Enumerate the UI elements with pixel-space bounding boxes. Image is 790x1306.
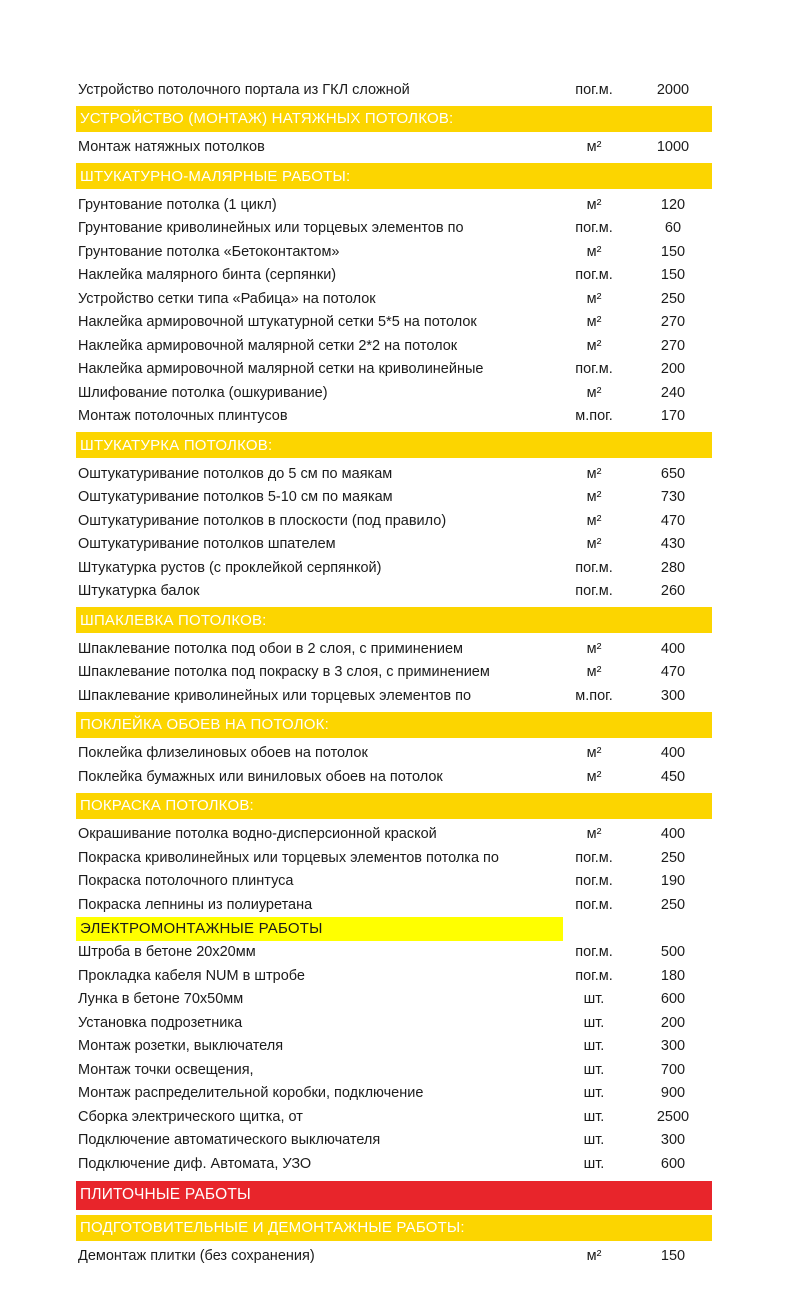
price-cell: 2500 [656, 1108, 690, 1125]
price-cell: 150 [660, 1248, 686, 1265]
price-cell: 470 [660, 512, 686, 529]
price-cell: 260 [660, 583, 686, 600]
service-name-cell: Шпаклевание потолка под обои в 2 слоя, с приминением [78, 640, 463, 657]
price-cell: 400 [660, 826, 686, 843]
service-name-cell: Оштукатуривание потолков 5-10 см по маякам [78, 489, 393, 506]
table-row [76, 136, 712, 160]
service-name-cell: Шпаклевание криволинейных или торцевых элементов по [78, 687, 472, 704]
section-header [76, 917, 563, 941]
price-cell: 250 [660, 896, 686, 913]
unit-cell: м² [586, 384, 602, 401]
section-header [76, 1181, 712, 1210]
section-header [76, 163, 712, 189]
table-row [76, 311, 712, 335]
section-header [76, 712, 712, 738]
unit-cell: м² [586, 664, 602, 681]
unit-cell: пог.м. [575, 849, 613, 866]
table-row [76, 556, 712, 580]
service-name-cell: Демонтаж плитки (без сохранения) [78, 1248, 315, 1265]
table-row [76, 742, 712, 766]
price-cell: 730 [660, 489, 686, 506]
service-name-cell: Лунка в бетоне 70х50мм [78, 991, 244, 1008]
section-label: ПОКРАСКА ПОТОЛКОВ: [80, 797, 254, 814]
section-header [76, 793, 712, 819]
price-cell: 400 [660, 640, 686, 657]
table-row [76, 486, 712, 510]
table-row [76, 78, 712, 102]
unit-cell: пог.м. [575, 873, 613, 890]
table-row [76, 287, 712, 311]
price-cell: 170 [660, 408, 686, 425]
service-name-cell: Установка подрозетника [78, 1014, 243, 1031]
unit-cell: м² [586, 826, 602, 843]
table-row [76, 1035, 712, 1059]
table-row [76, 846, 712, 870]
service-name-cell: Шпаклевание потолка под покраску в 3 слоя, с приминением [78, 664, 490, 681]
table-row [76, 870, 712, 894]
service-name-cell: Штукатурка балок [78, 583, 200, 600]
table-row [76, 509, 712, 533]
service-name-cell: Оштукатуривание потолков шпателем [78, 536, 336, 553]
table-row [76, 765, 712, 789]
service-name-cell: Наклейка армировочной малярной сетки 2*2 на потолок [78, 337, 458, 354]
section-label: ПЛИТОЧНЫЕ РАБОТЫ [80, 1186, 251, 1203]
service-name-cell: Устройство сетки типа «Рабица» на потолок [78, 290, 376, 307]
unit-cell: пог.м. [575, 361, 613, 378]
unit-cell: пог.м. [575, 967, 613, 984]
table-row [76, 941, 712, 965]
table-row [76, 661, 712, 685]
table-row [76, 1105, 712, 1129]
unit-cell: м² [586, 512, 602, 529]
price-cell: 500 [660, 944, 686, 961]
unit-cell: шт. [583, 1108, 605, 1125]
price-cell: 700 [660, 1061, 686, 1078]
service-name-cell: Монтаж распределительной коробки, подключение [78, 1085, 424, 1102]
unit-cell: м² [586, 196, 602, 213]
table-row [76, 1245, 712, 1269]
table-row [76, 1082, 712, 1106]
price-cell: 300 [660, 687, 686, 704]
price-cell: 200 [660, 1014, 686, 1031]
price-cell: 250 [660, 290, 686, 307]
table-row [76, 684, 712, 708]
service-name-cell: Наклейка малярного бинта (серпянки) [78, 267, 337, 284]
service-name-cell: Грунтование криволинейных или торцевых элементов по [78, 220, 464, 237]
price-cell: 450 [660, 768, 686, 785]
service-name-cell: Штукатурка рустов (с проклейкой серпянкой) [78, 559, 382, 576]
unit-cell: м² [586, 465, 602, 482]
unit-cell: пог.м. [575, 583, 613, 600]
price-cell: 60 [664, 220, 682, 237]
price-cell: 250 [660, 849, 686, 866]
service-name-cell: Монтаж потолочных плинтусов [78, 408, 288, 425]
unit-cell: м² [586, 290, 602, 307]
unit-cell: м² [586, 768, 602, 785]
price-cell: 1000 [656, 139, 690, 156]
unit-cell: пог.м. [575, 896, 613, 913]
unit-cell: м² [586, 337, 602, 354]
service-name-cell: Сборка электрического щитка, от [78, 1108, 303, 1125]
service-name-cell: Поклейка бумажных или виниловых обоев на потолок [78, 768, 443, 785]
table-row [76, 264, 712, 288]
section-header [76, 106, 712, 132]
service-name-cell: Покраска лепнины из полиуретана [78, 896, 313, 913]
table-row [76, 240, 712, 264]
table-row [76, 533, 712, 557]
table-row [76, 1011, 712, 1035]
price-cell: 240 [660, 384, 686, 401]
unit-cell: пог.м. [575, 267, 613, 284]
price-cell: 150 [660, 243, 686, 260]
table-row [76, 358, 712, 382]
price-cell: 200 [660, 361, 686, 378]
price-cell: 900 [660, 1085, 686, 1102]
price-cell: 270 [660, 314, 686, 331]
unit-cell: шт. [583, 1061, 605, 1078]
service-name-cell: Наклейка армировочной штукатурной сетки 5*5 на потолок [78, 314, 477, 331]
table-row [76, 405, 712, 429]
service-name-cell: Штроба в бетоне 20х20мм [78, 944, 256, 961]
section-label: ЭЛЕКТРОМОНТАЖНЫЕ РАБОТЫ [80, 920, 323, 937]
service-name-cell: Наклейка армировочной малярной сетки на криволинейные [78, 361, 484, 378]
service-name-cell: Оштукатуривание потолков в плоскости (под правило) [78, 512, 447, 529]
section-header [76, 607, 712, 633]
price-cell: 120 [660, 196, 686, 213]
section-label: УСТРОЙСТВО (МОНТАЖ) НАТЯЖНЫХ ПОТОЛКОВ: [80, 110, 454, 127]
section-label: ПОКЛЕЙКА ОБОЕВ НА ПОТОЛОК: [80, 716, 329, 733]
price-cell: 300 [660, 1038, 686, 1055]
service-name-cell: Подключение диф. Автомата, УЗО [78, 1155, 312, 1172]
price-cell: 150 [660, 267, 686, 284]
service-name-cell: Подключение автоматического выключателя [78, 1132, 381, 1149]
service-name-cell: Окрашивание потолка водно-дисперсионной краской [78, 826, 437, 843]
price-cell: 270 [660, 337, 686, 354]
table-row [76, 381, 712, 405]
unit-cell: пог.м. [575, 559, 613, 576]
unit-cell: пог.м. [575, 944, 613, 961]
table-row [76, 1152, 712, 1176]
section-label: ПОДГОТОВИТЕЛЬНЫЕ И ДЕМОНТАЖНЫЕ РАБОТЫ: [80, 1219, 465, 1236]
price-cell: 470 [660, 664, 686, 681]
unit-cell: м² [586, 243, 602, 260]
table-row [76, 988, 712, 1012]
price-cell: 280 [660, 559, 686, 576]
table-row [76, 334, 712, 358]
unit-cell: м.пог. [575, 408, 613, 425]
service-name-cell: Грунтование потолка (1 цикл) [78, 196, 277, 213]
price-cell: 190 [660, 873, 686, 890]
table-row [76, 637, 712, 661]
unit-cell: м.пог. [575, 687, 613, 704]
service-name-cell: Шлифование потолка (ошкуривание) [78, 384, 328, 401]
unit-cell: пог.м. [575, 81, 613, 98]
unit-cell: пог.м. [575, 220, 613, 237]
price-cell: 600 [660, 991, 686, 1008]
table-row [76, 1058, 712, 1082]
table-row [76, 823, 712, 847]
table-row [76, 580, 712, 604]
table-row [76, 893, 712, 917]
price-cell: 400 [660, 745, 686, 762]
table-row [76, 462, 712, 486]
service-name-cell: Оштукатуривание потолков до 5 см по маякам [78, 465, 393, 482]
service-name-cell: Покраска потолочного плинтуса [78, 873, 294, 890]
price-cell: 180 [660, 967, 686, 984]
unit-cell: шт. [583, 1014, 605, 1031]
section-label: ШПАКЛЕВКА ПОТОЛКОВ: [80, 611, 267, 629]
unit-cell: м² [586, 139, 602, 156]
service-name-cell: Монтаж натяжных потолков [78, 139, 265, 156]
unit-cell: шт. [583, 1038, 605, 1055]
unit-cell: м² [586, 314, 602, 331]
section-label: ШТУКАТУРКА ПОТОЛКОВ: [80, 436, 273, 454]
unit-cell: м² [586, 536, 602, 553]
price-cell: 300 [660, 1132, 686, 1149]
unit-cell: шт. [583, 991, 605, 1008]
service-name-cell: Устройство потолочного портала из ГКЛ сложной [78, 81, 410, 98]
unit-cell: шт. [583, 1085, 605, 1102]
section-header [76, 432, 712, 458]
unit-cell: шт. [583, 1155, 605, 1172]
price-cell: 2000 [656, 81, 690, 98]
unit-cell: м² [586, 745, 602, 762]
service-name-cell: Грунтование потолка «Бетоконтактом» [78, 243, 340, 260]
unit-cell: шт. [583, 1132, 605, 1149]
section-header [76, 1215, 712, 1241]
unit-cell: м² [586, 1248, 602, 1265]
service-name-cell: Покраска криволинейных или торцевых элементов потолка по [78, 849, 499, 866]
table-row [76, 217, 712, 241]
service-name-cell: Монтаж розетки, выключателя [78, 1038, 284, 1055]
table-row [76, 193, 712, 217]
service-name-cell: Прокладка кабеля NUM в штробе [78, 967, 305, 984]
price-cell: 650 [660, 465, 686, 482]
price-cell: 600 [660, 1155, 686, 1172]
table-row [76, 964, 712, 988]
section-label: ШТУКАТУРНО-МАЛЯРНЫЕ РАБОТЫ: [80, 167, 351, 185]
table-row [76, 1129, 712, 1153]
price-cell: 430 [660, 536, 686, 553]
price-table [76, 78, 712, 1268]
service-name-cell: Поклейка флизелиновых обоев на потолок [78, 745, 368, 762]
service-name-cell: Монтаж точки освещения, [78, 1061, 254, 1078]
unit-cell: м² [586, 640, 602, 657]
unit-cell: м² [586, 489, 602, 506]
